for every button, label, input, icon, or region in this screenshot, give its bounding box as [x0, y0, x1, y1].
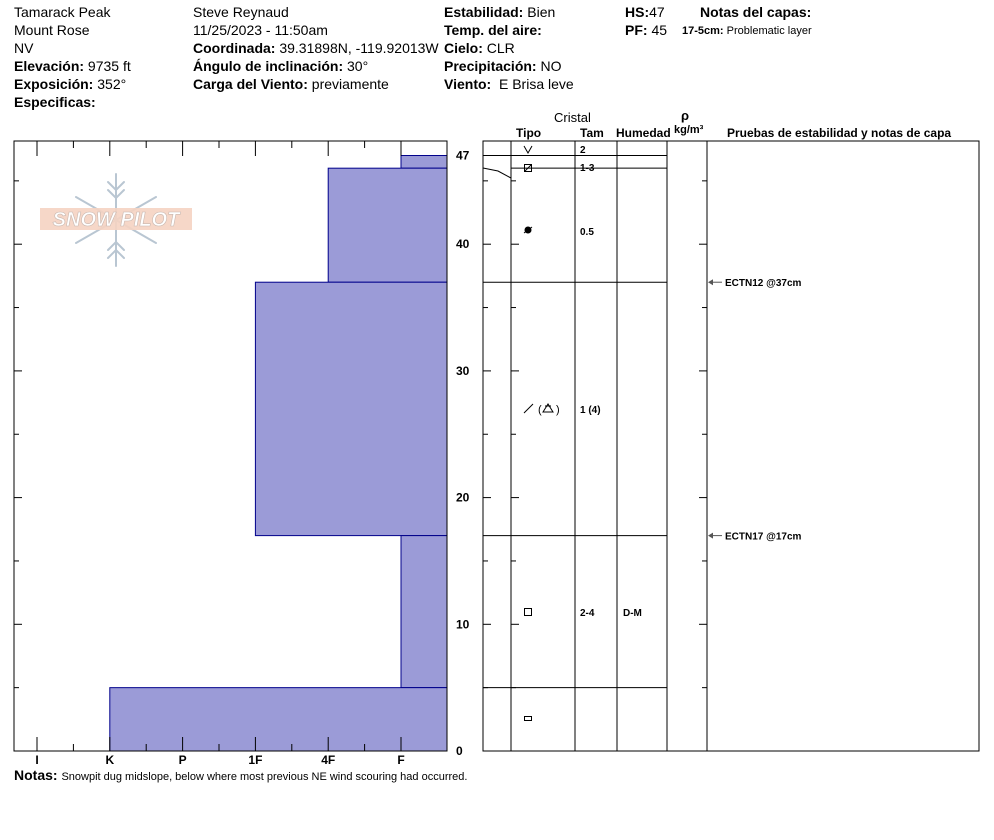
test-result-0: ECTN12 @37cm [725, 278, 802, 290]
hardness-bar-3 [401, 536, 447, 688]
hardness-bar-1 [328, 168, 447, 282]
grain-size-1: 1-3 [580, 163, 595, 174]
slope-angle: Ángulo de inclinación: 30° [193, 58, 369, 74]
rho-header: ρ [681, 108, 690, 123]
test-arrow-icon-0 [708, 279, 713, 285]
depth-label-47: 47 [456, 148, 470, 163]
coordinates: Coordinada: 39.31898N, -119.92013W [193, 40, 439, 56]
depth-label-0: 0 [456, 744, 463, 758]
site-name: Tamarack Peak [14, 4, 111, 20]
depth-axis [456, 149, 470, 758]
grain-size-4: 2-4 [580, 608, 595, 619]
depth-label-20: 20 [456, 490, 470, 505]
grain-size-2: 0.5 [580, 227, 594, 238]
elevation: Elevación: 9735 ft [14, 58, 131, 74]
svg-text:(: ( [538, 404, 542, 416]
hardness-bar-4 [110, 688, 447, 751]
precip-particle-icon [524, 146, 532, 153]
moisture-4: D-M [623, 608, 642, 619]
observer-name: Steve Reynaud [193, 4, 289, 20]
air-temp-label: Temp. del aire: [444, 22, 542, 38]
stability: Estabilidad: Bien [444, 4, 556, 20]
hardness-label-4F: 4F [321, 753, 336, 767]
layer-note: 17-5cm: Problematic layer [682, 25, 812, 37]
test-arrow-icon-1 [708, 533, 713, 539]
layer-boundary-connector [483, 168, 511, 178]
sky: Cielo: CLR [444, 40, 515, 56]
facet-icon [525, 609, 532, 616]
table-column-dividers [511, 141, 707, 751]
melt-freeze-icon [524, 227, 532, 233]
wind-loading: Carga del Viento: previamente [193, 76, 389, 92]
depth-label-40: 40 [456, 237, 470, 252]
type-header: Tipo [516, 126, 542, 140]
hardness-label-1F: 1F [248, 753, 263, 767]
rounded-facet-icon [524, 404, 560, 416]
grain-size-0: 2 [580, 145, 586, 156]
logo-text: SNOW PILOT [52, 209, 180, 231]
hardness-label-F: F [397, 753, 405, 767]
hardness-label-I: I [35, 753, 39, 767]
observation-datetime: 11/25/2023 - 11:50am [193, 22, 328, 38]
hardness-bar-0 [401, 156, 447, 169]
table-depth-ticks [483, 181, 707, 688]
svg-text:): ) [556, 404, 560, 416]
site-range: Mount Rose [14, 22, 90, 38]
size-header: Tam [580, 126, 604, 140]
wind: Viento: E Brisa leve [444, 76, 574, 92]
hardness-label-P: P [178, 753, 187, 767]
hs-depth: HS:47 [625, 4, 665, 20]
density-unit: kg/m³ [674, 124, 704, 136]
crystal-table-frame [483, 141, 979, 751]
hardness-bars [110, 156, 447, 751]
exposure: Exposición: 352° [14, 76, 127, 92]
specifics-label: Especificas: [14, 94, 96, 110]
test-result-1: ECTN17 @17cm [725, 531, 802, 543]
precipitation: Precipitación: NO [444, 58, 562, 74]
depth-label-10: 10 [456, 617, 470, 632]
moisture-header: Humedad [616, 126, 671, 140]
tests-header: Pruebas de estabilidad y notas de capa [727, 126, 952, 140]
notes: Notas: Snowpit dug midslope, below where most previous NE wind scouring had occurred. [14, 767, 468, 783]
hardness-bar-2 [255, 282, 447, 535]
layer-notes-title: Notas del capas: [700, 4, 812, 20]
hardness-label-K: K [105, 753, 115, 767]
crystal-header: Cristal [554, 110, 591, 125]
depth-hoar-icon [525, 717, 532, 721]
pf-depth: PF: 45 [625, 22, 668, 38]
grain-size-3: 1 (4) [580, 405, 601, 416]
stability-tests [708, 278, 802, 542]
site-state: NV [14, 40, 34, 56]
depth-label-30: 30 [456, 363, 470, 378]
crystal-symbols [483, 146, 560, 721]
